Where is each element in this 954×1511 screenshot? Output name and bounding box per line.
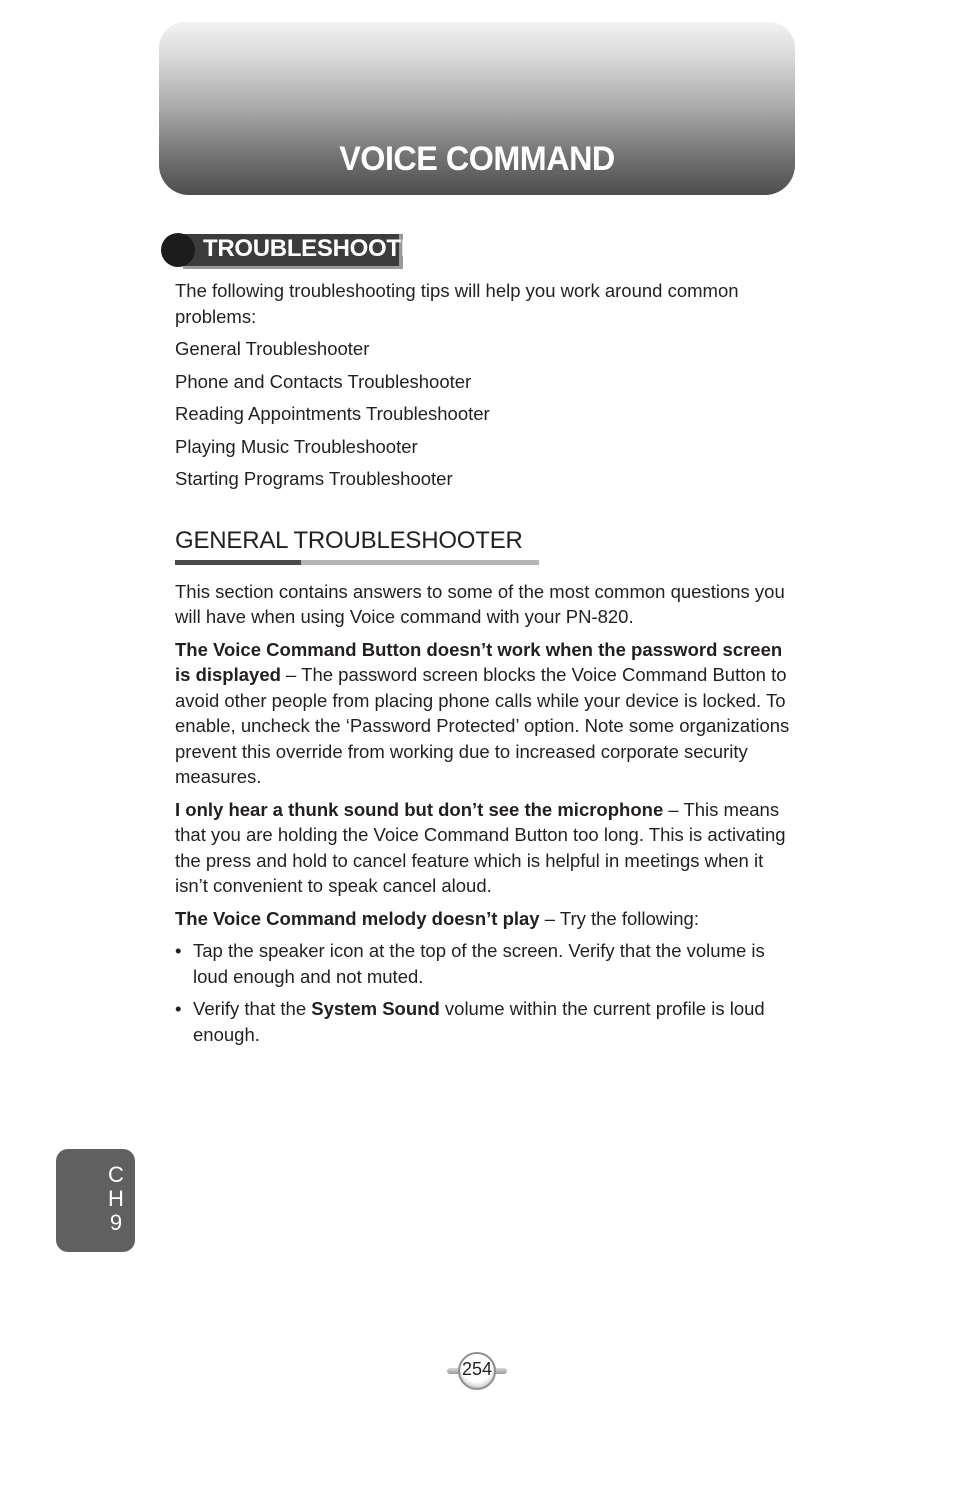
section-intro: The following troubleshooting tips will help you work around common problems: bbox=[175, 280, 739, 327]
subsection-underline bbox=[175, 560, 539, 565]
tip-title: I only hear a thunk sound but don’t see the microphone bbox=[175, 798, 664, 820]
tip-body: – This means that you are holding the Voice Command Button too long. This is activating the press and hold to cancel feature which is helpful in meetings when it isn’t convenient to speak cancel aloud. bbox=[175, 798, 786, 896]
list-item-text-bold: System Sound bbox=[311, 998, 440, 1019]
section-bullet-icon bbox=[161, 233, 195, 267]
chapter-tab-label bbox=[105, 1163, 127, 1235]
tip-body: – The password screen blocks the Voice Command Button to avoid other people from placing phone calls while your device is locked. To enable, uncheck the ‘Password Protected’ option. Note some organizations prevent this override from working due to increased corporate security measures. bbox=[175, 664, 790, 787]
list-item bbox=[175, 938, 800, 989]
list-item-text: Tap the speaker icon at the top of the screen. Verify that the volume is loud enough and not muted. bbox=[193, 940, 765, 987]
chapter-header-band bbox=[159, 22, 795, 195]
page-title: VOICE COMMAND bbox=[339, 140, 615, 178]
list-item-text-pre: Verify that the bbox=[193, 998, 312, 1019]
chapter-tab-letter: H bbox=[108, 1186, 124, 1211]
underline-dark-segment bbox=[175, 560, 301, 565]
toc-item-general: General Troubleshooter bbox=[175, 338, 370, 359]
toc-item-phone-contacts: Phone and Contacts Troubleshooter bbox=[175, 370, 472, 392]
subsection-intro: This section contains answers to some of the most common questions you will have when using Voice command with your PN-820. bbox=[175, 580, 785, 627]
list-item-text-post: volume within the current profile is loud enough. bbox=[193, 998, 765, 1045]
bullet-dot: • bbox=[175, 998, 182, 1019]
chapter-tab-letter: C bbox=[108, 1162, 124, 1187]
section-heading-tag bbox=[161, 231, 445, 269]
tip-melody bbox=[175, 906, 800, 932]
tip-title: The Voice Command Button doesn’t work when the password screen is displayed bbox=[175, 638, 783, 685]
tip-password-screen bbox=[175, 637, 800, 790]
list-item bbox=[175, 996, 800, 1047]
bullet-dot: • bbox=[175, 940, 182, 961]
main-content bbox=[175, 278, 800, 1054]
tip-thunk-sound bbox=[175, 797, 800, 899]
subsection-heading: GENERAL TROUBLESHOOTER bbox=[175, 526, 523, 554]
page-number-badge bbox=[446, 1352, 508, 1390]
tip-body: – Try the following: bbox=[539, 907, 699, 929]
chapter-tab bbox=[56, 1149, 135, 1252]
underline-light-segment bbox=[301, 560, 539, 565]
chapter-tab-number: 9 bbox=[109, 1210, 123, 1235]
toc-item-playing-music: Playing Music Troubleshooter bbox=[175, 435, 418, 457]
toc-item-reading-appointments: Reading Appointments Troubleshooter bbox=[175, 403, 490, 424]
page-number: 254 bbox=[461, 1359, 493, 1379]
section-heading: TROUBLESHOOTING bbox=[203, 235, 443, 262]
toc-item-starting-programs: Starting Programs Troubleshooter bbox=[175, 468, 453, 489]
tip-title: The Voice Command melody doesn’t play bbox=[175, 907, 540, 929]
